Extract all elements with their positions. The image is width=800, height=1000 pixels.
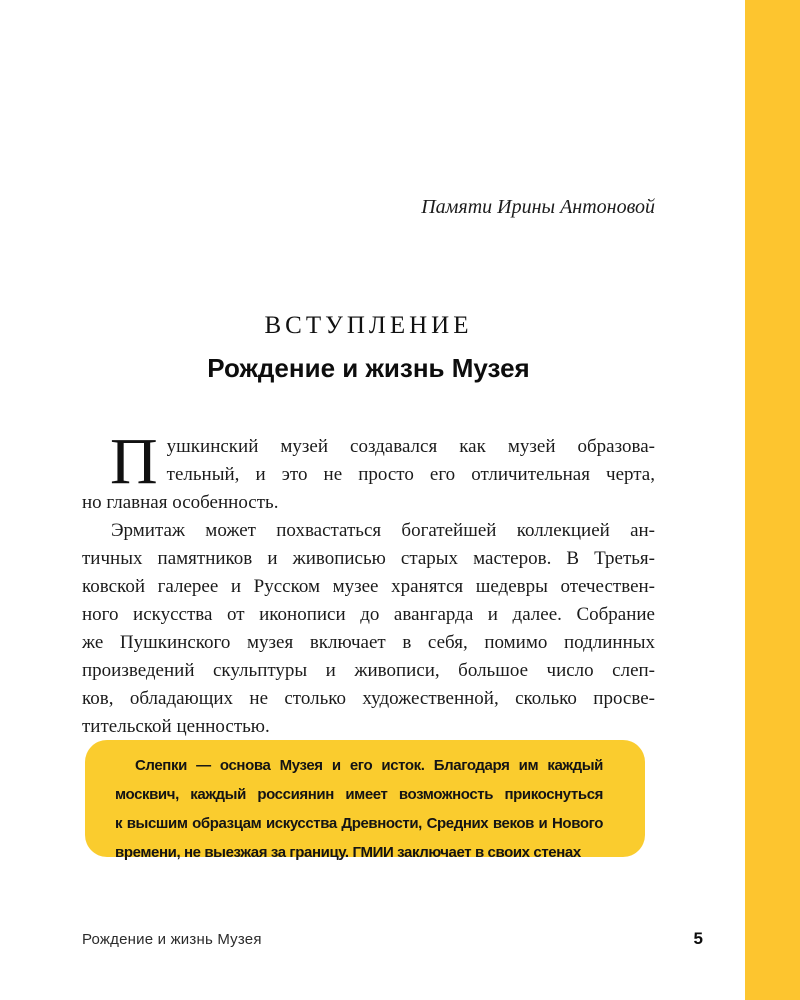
page-footer [82,929,703,949]
paragraph-2-lines: Эрмитаж может похвастаться богатейшей коллекцией ан- тичных памятников и живописью старых мастеров. В Третья- ковской галерее и Русском музее хранятся шедевры отечествен- ного искусства от иконописи до авангарда и далее. Собрание же Пушкинского музея включает в себя, помимо подлинных произведений скульптуры и живописи, большое число слеп- ков, обладающих не столько художественной, сколько просве- тительской ценностью. [82,520,655,737]
footer-running-title: Рождение и жизнь Музея [82,931,262,948]
chapter-label: ВСТУПЛЕНИЕ [264,312,473,339]
callout-box [85,740,645,861]
body-text [82,425,655,741]
body-paragraph-1 [82,425,655,517]
paragraph-1-lines: ушкинский музей создавался как музей образова- тельный, и это не просто его отличительная черта, но главная особенность. [82,436,655,513]
drop-cap: П [110,425,158,498]
chapter-title: Рождение и жизнь Музея [207,353,530,383]
page-edge-accent-stripe [745,0,800,1000]
footer-page-number: 5 [693,929,703,948]
callout-text: Слепки — основа Музея и его исток. Благодаря им каждый москвич, каждый россиянин имеет возможность прикоснуться к высшим образцам искусства Древности, Средних веков и Нового времени, не выезжая за границу. ГМИИ заключает в своих стенах [115,757,603,861]
body-paragraph-2 [82,517,655,741]
dedication-text: Памяти Ирины Антоновой [421,196,655,218]
